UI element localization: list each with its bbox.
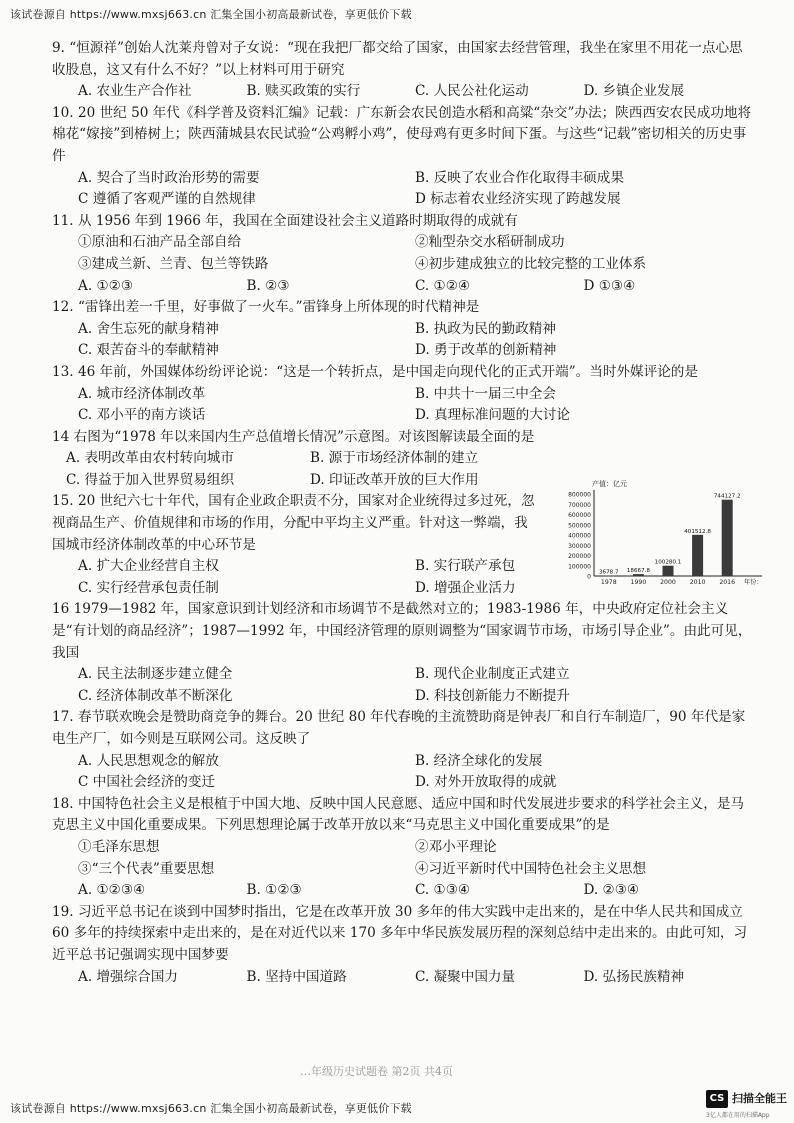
y-tick-label: 800000 [568, 491, 591, 499]
option-b: B. ②③ [246, 277, 290, 294]
option-d: D. 科技创新能力不断提升 [415, 687, 570, 704]
y-tick-label: 300000 [568, 542, 591, 550]
data-label-2010: 401512.8 [684, 528, 711, 535]
option-c: C. ①②④ [415, 277, 471, 294]
option-a: A. ①②③④ [78, 882, 146, 899]
option-a: A. 城市经济体制改革 [78, 385, 206, 402]
option-c: C 遵循了客观严谨的自然规律 [78, 191, 256, 208]
question-18 [52, 794, 752, 902]
x-tick-label: 1978 [600, 579, 617, 586]
option-a: A. ①②③ [78, 277, 134, 294]
option-d: D. 增强企业活力 [415, 579, 516, 596]
x-tick-label: 2000 [660, 579, 676, 586]
option-b: B. 坚持中国道路 [246, 968, 347, 985]
scanner-watermark [706, 1090, 790, 1118]
data-label-1990: 18667.8 [626, 568, 650, 575]
gdp-bar-chart [554, 478, 768, 598]
option-b: B. 经济全球化的发展 [415, 752, 543, 769]
question-stem: 13. 46 年前，外国媒体纷纷评论说：“这是一个转折点，是中国走向现代化的正式开端”。当时外媒评论的是 [52, 363, 698, 380]
statement-4: ④习近平新时代中国特色社会主义思想 [415, 860, 647, 877]
option-d: D ①③④ [583, 277, 636, 294]
data-label-2016: 744127.2 [713, 493, 741, 500]
option-c: C. 人民公社化运动 [415, 83, 529, 100]
option-b: B. 实行联产承包 [415, 558, 516, 575]
option-b: B. 源于市场经济体制的建立 [310, 450, 479, 467]
option-d: D. 真理标准问题的大讨论 [415, 407, 570, 424]
y-tick-label: 400000 [568, 532, 591, 540]
y-tick-label: 700000 [568, 501, 591, 509]
option-a: A. 表明改革由农村转向城市 [66, 450, 234, 467]
option-c: C. 凝聚中国力量 [415, 968, 516, 985]
option-b: B. 赎买政策的实行 [246, 83, 361, 100]
option-c: C. 得益于加入世界贸易组织 [66, 471, 235, 488]
option-d: D. 印证改革开放的巨大作用 [310, 471, 479, 488]
scanner-logo-icon: CS [706, 1090, 728, 1108]
question-17 [52, 707, 752, 793]
option-b: B. ①②③ [246, 882, 302, 899]
source-banner-top: 该试卷源自 https://www.mxsj663.cn 汇集全国小初高最新试卷，享更低价下载 [10, 8, 412, 21]
option-a: A. 契合了当时政治形势的需要 [78, 169, 260, 186]
question-13 [52, 362, 752, 427]
option-a: A. 农业生产合作社 [78, 83, 192, 100]
statement-2: ②邓小平理论 [415, 838, 497, 855]
option-a: A. 增强综合国力 [78, 968, 179, 985]
statement-3: ③“三个代表”重要思想 [78, 860, 215, 877]
option-a: A. 舍生忘死的献身精神 [78, 320, 219, 337]
option-c: C. 邓小平的南方谈话 [78, 407, 206, 424]
question-19 [52, 902, 752, 988]
option-b: B. 反映了农业合作化取得丰硕成果 [415, 169, 624, 186]
option-c: C. ①③④ [415, 882, 471, 899]
option-b: B. 执政为民的勤政精神 [415, 320, 556, 337]
statement-2: ②籼型杂交水稻研制成功 [415, 234, 565, 251]
x-axis-label: 年份： [744, 579, 763, 586]
question-stem: 12. “雷锋出差一千里，好事做了一火车。”雷锋身上所体现的时代精神是 [52, 299, 480, 316]
bar-1978 [603, 576, 614, 577]
option-d: D. ②③④ [583, 882, 640, 899]
source-banner-bottom: 该试卷源自 https://www.mxsj663.cn 汇集全国小初高最新试卷，享更低价下载 [10, 1102, 412, 1115]
bar-1990 [633, 574, 644, 576]
option-d: D. 勇于改革的创新精神 [415, 342, 557, 359]
question-10 [52, 103, 752, 211]
y-tick-label: 200000 [568, 553, 591, 560]
option-b: B. 现代企业制度正式建立 [415, 666, 570, 683]
statement-4: ④初步建成独立的比较完整的工业体系 [415, 255, 647, 272]
question-stem: 18. 中国特色社会主义是根植于中国大地、反映中国人民意愿、适应中国和时代发展进步要求的科学社会主义，是马克思主义中国化重要成果。下列思想理论属于改革开放以来“马克思主义中国化重要成果”的是 [52, 795, 745, 834]
question-12 [52, 297, 752, 362]
question-16 [52, 599, 752, 707]
option-d: D. 弘扬民族精神 [583, 968, 685, 985]
option-c: C. 艰苦奋斗的奉献精神 [78, 342, 219, 359]
option-c: C. 经济体制改革不断深化 [78, 687, 233, 704]
option-d: D 标志着农业经济实现了跨越发展 [415, 191, 621, 208]
y-tick-label: 0 [587, 573, 591, 581]
question-stem: 11. 从 1956 年到 1966 年，我国在全面建设社会主义道路时期取得的成就有 [52, 212, 518, 229]
data-label-1978: 3678.7 [599, 569, 619, 576]
x-tick-label: 2016 [719, 579, 736, 586]
question-stem: 16 1979—1982 年，国家意识到计划经济和市场调节不是截然对立的；1983-1986 年，中央政府定位社会主义是“有计划的商品经济”；1987—1992 年，中国经济管理的原则调整为“国家调节市场，市场引导企业”。由此可见，我国 [52, 601, 752, 661]
question-stem: 10. 20 世纪 50 年代《科学普及资料汇编》记载：广东新会农民创造水稻和高粱“杂交”办法；陕西西安农民成功地将棉花“嫁接”到椿树上；陕西蒲城县农民试验“公鸡孵小鸡”，使母鸡有更多时间下蛋。与这些“记载”密切相关的历史事件 [52, 104, 752, 164]
bar-2016 [722, 500, 733, 576]
bar-2010 [692, 535, 703, 576]
option-d: D. 对外开放取得的成就 [415, 774, 557, 791]
question-stem: 15. 20 世纪六七十年代，国有企业政企职责不分，国家对企业统得过多过死，忽视商品生产、价值规律和市场的作用，分配中平均主义严重。针对这一弊端，我国城市经济体制改革的中心环节是 [52, 493, 535, 553]
y-tick-label: 600000 [568, 512, 591, 519]
question-stem: 19. 习近平总书记在谈到中国梦时指出，它是在改革开放 30 多年的伟大实践中走出来的，是在中华人民共和国成立 60 多年的持续探索中走出来的，是在对近代以来 170 多年中华民族发展历程的深刻总结中走出来的。由此可知，习近平总书记强调实现中国梦要 [52, 903, 748, 963]
page-footer: …年级历史试题卷 第2页 共4页 [300, 1065, 453, 1078]
question-stem: 17. 春节联欢晚会是赞助商竞争的舞台。20 世纪 80 年代春晚的主流赞助商是钟表厂和自行车制造厂，90 年代是家电生产厂，如今则是互联网公司。这反映了 [52, 709, 746, 747]
statement-3: ③建成兰新、兰青、包兰等铁路 [78, 255, 269, 272]
y-tick-label: 100000 [568, 563, 591, 571]
y-tick-label: 500000 [568, 522, 591, 530]
bar-2000 [663, 566, 674, 576]
x-tick-label: 1990 [630, 579, 647, 586]
x-tick-label: 2010 [689, 579, 706, 586]
y-axis-label: 产值：亿元 [592, 480, 627, 488]
option-c: C 中国社会经济的变迁 [78, 774, 216, 791]
scanner-tagline: 3亿人都在用的扫描App [706, 1112, 770, 1119]
option-a: A. 人民思想观念的解放 [78, 752, 219, 769]
question-11 [52, 211, 752, 297]
option-d: D. 乡镇企业发展 [583, 83, 685, 100]
question-stem: 14 右图为“1978 年以来国内生产总值增长情况”示意图。对该图解读最全面的是 [52, 428, 535, 445]
option-b: B. 中共十一届三中全会 [415, 385, 556, 402]
question-9 [52, 38, 752, 103]
statement-1: ①原油和石油产品全部自给 [78, 234, 242, 251]
question-stem: 9. “恒源祥”创始人沈莱舟曾对子女说：“现在我把厂都交给了国家，由国家去经营管理，我坐在家里不用花一点心思收股息，这又有什么不好？”以上材料可用于研究 [52, 40, 743, 78]
scanner-app-name: 扫描全能王 [732, 1092, 787, 1105]
option-a: A. 民主法制逐步建立健全 [78, 666, 233, 683]
option-c: C. 实行经营承包责任制 [78, 579, 219, 596]
statement-1: ①毛泽东思想 [78, 838, 160, 855]
data-label-2000: 100280.1 [654, 559, 682, 566]
option-a: A. 扩大企业经营自主权 [78, 558, 219, 575]
